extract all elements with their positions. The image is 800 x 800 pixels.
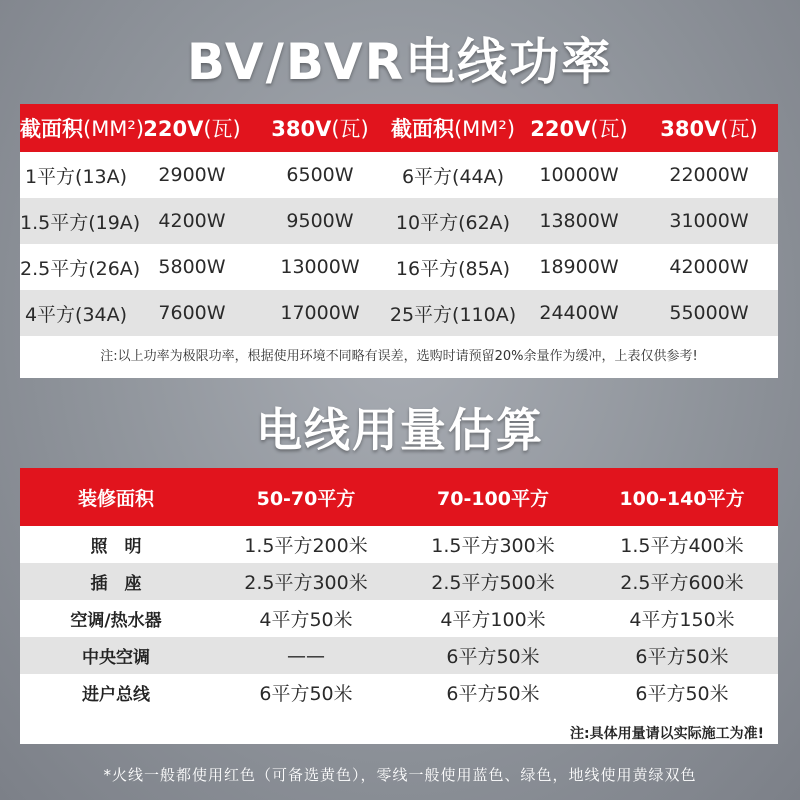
power-title: BV/BVR电线功率 xyxy=(186,33,614,91)
table-row xyxy=(20,290,778,336)
table-cell: 2900W xyxy=(158,164,226,186)
table-cell: 1平方(13A) xyxy=(24,165,128,188)
header-220v-1: 220V(瓦) xyxy=(143,117,241,141)
table-cell: 55000W xyxy=(669,302,749,324)
table-cell: 1.5平方(19A) xyxy=(20,211,141,234)
table-row xyxy=(20,674,778,711)
table-cell: 1.5平方300米 xyxy=(431,535,555,557)
table-cell: 10平方(62A) xyxy=(395,211,511,234)
power-table xyxy=(20,104,778,378)
table-cell: 9500W xyxy=(286,210,354,232)
usage-title: 电线用量估算 xyxy=(256,403,544,457)
table-cell: 2.5平方300米 xyxy=(244,572,368,594)
header-100-140: 100-140平方 xyxy=(619,487,745,510)
table-row xyxy=(20,526,778,563)
table-cell: 13800W xyxy=(539,210,619,232)
header-380v-1: 380V(瓦) xyxy=(271,117,369,141)
header-70-100: 70-100平方 xyxy=(437,487,549,510)
row-label: 中央空调 xyxy=(82,648,150,668)
table-cell: 1.5平方400米 xyxy=(620,535,744,557)
header-50-70: 50-70平方 xyxy=(256,487,356,510)
table-cell: 4平方50米 xyxy=(259,609,353,631)
table-cell: 5800W xyxy=(158,256,226,278)
table-row xyxy=(20,600,778,637)
table-cell: 24400W xyxy=(539,302,619,324)
table-cell: 2.5平方(26A) xyxy=(20,257,141,280)
table-row xyxy=(20,152,778,198)
table-cell: 10000W xyxy=(539,164,619,186)
header-380v-2: 380V(瓦) xyxy=(660,117,758,141)
table-cell: 4平方150米 xyxy=(629,609,735,631)
table-cell: —— xyxy=(287,644,325,667)
table-cell: 13000W xyxy=(280,256,360,278)
table-cell: 31000W xyxy=(669,210,749,232)
header-cross-section-1: 截面积(MM²) xyxy=(20,117,145,141)
table-cell: 6平方50米 xyxy=(635,683,729,705)
header-cross-section-2: 截面积(MM²) xyxy=(390,117,516,141)
usage-table-note: 注:具体用量请以实际施工为准! xyxy=(570,726,764,742)
table-cell: 1.5平方200米 xyxy=(244,535,368,557)
table-cell: 4200W xyxy=(158,210,226,232)
row-label: 空调/热水器 xyxy=(70,611,162,631)
table-row xyxy=(20,244,778,290)
table-row xyxy=(20,563,778,600)
power-table-note: 注:以上功率为极限功率，根据使用环境不同略有误差，选购时请预留20%余量作为缓冲，上表仅供参考! xyxy=(100,349,698,364)
header-220v-2: 220V(瓦) xyxy=(530,117,628,141)
table-cell: 17000W xyxy=(280,302,360,324)
table-cell: 6平方50米 xyxy=(259,683,353,705)
table-cell: 18900W xyxy=(539,256,619,278)
table-cell: 7600W xyxy=(158,302,226,324)
table-cell: 2.5平方600米 xyxy=(620,572,744,594)
table-row xyxy=(20,198,778,244)
table-cell: 22000W xyxy=(669,164,749,186)
table-cell: 2.5平方500米 xyxy=(431,572,555,594)
table-cell: 6平方50米 xyxy=(635,646,729,668)
table-cell: 6500W xyxy=(286,164,354,186)
table-cell: 4平方(34A) xyxy=(24,303,128,326)
table-cell: 6平方50米 xyxy=(446,646,540,668)
row-label: 照 明 xyxy=(90,537,142,557)
power-table-header xyxy=(20,104,778,152)
table-cell: 25平方(110A) xyxy=(389,303,517,326)
usage-table-header xyxy=(20,468,778,526)
table-row xyxy=(20,637,778,674)
table-cell: 4平方100米 xyxy=(440,609,546,631)
table-cell: 16平方(85A) xyxy=(395,257,511,280)
row-label: 插 座 xyxy=(90,574,142,594)
header-area: 装修面积 xyxy=(77,487,154,510)
row-label: 进户总线 xyxy=(82,685,150,705)
table-cell: 42000W xyxy=(669,256,749,278)
usage-table xyxy=(20,468,778,744)
table-cell: 6平方(44A) xyxy=(401,165,505,188)
wire-color-footnote: *火线一般都使用红色（可备选黄色），零线一般使用蓝色、绿色，地线使用黄绿双色 xyxy=(103,766,697,784)
table-cell: 6平方50米 xyxy=(446,683,540,705)
